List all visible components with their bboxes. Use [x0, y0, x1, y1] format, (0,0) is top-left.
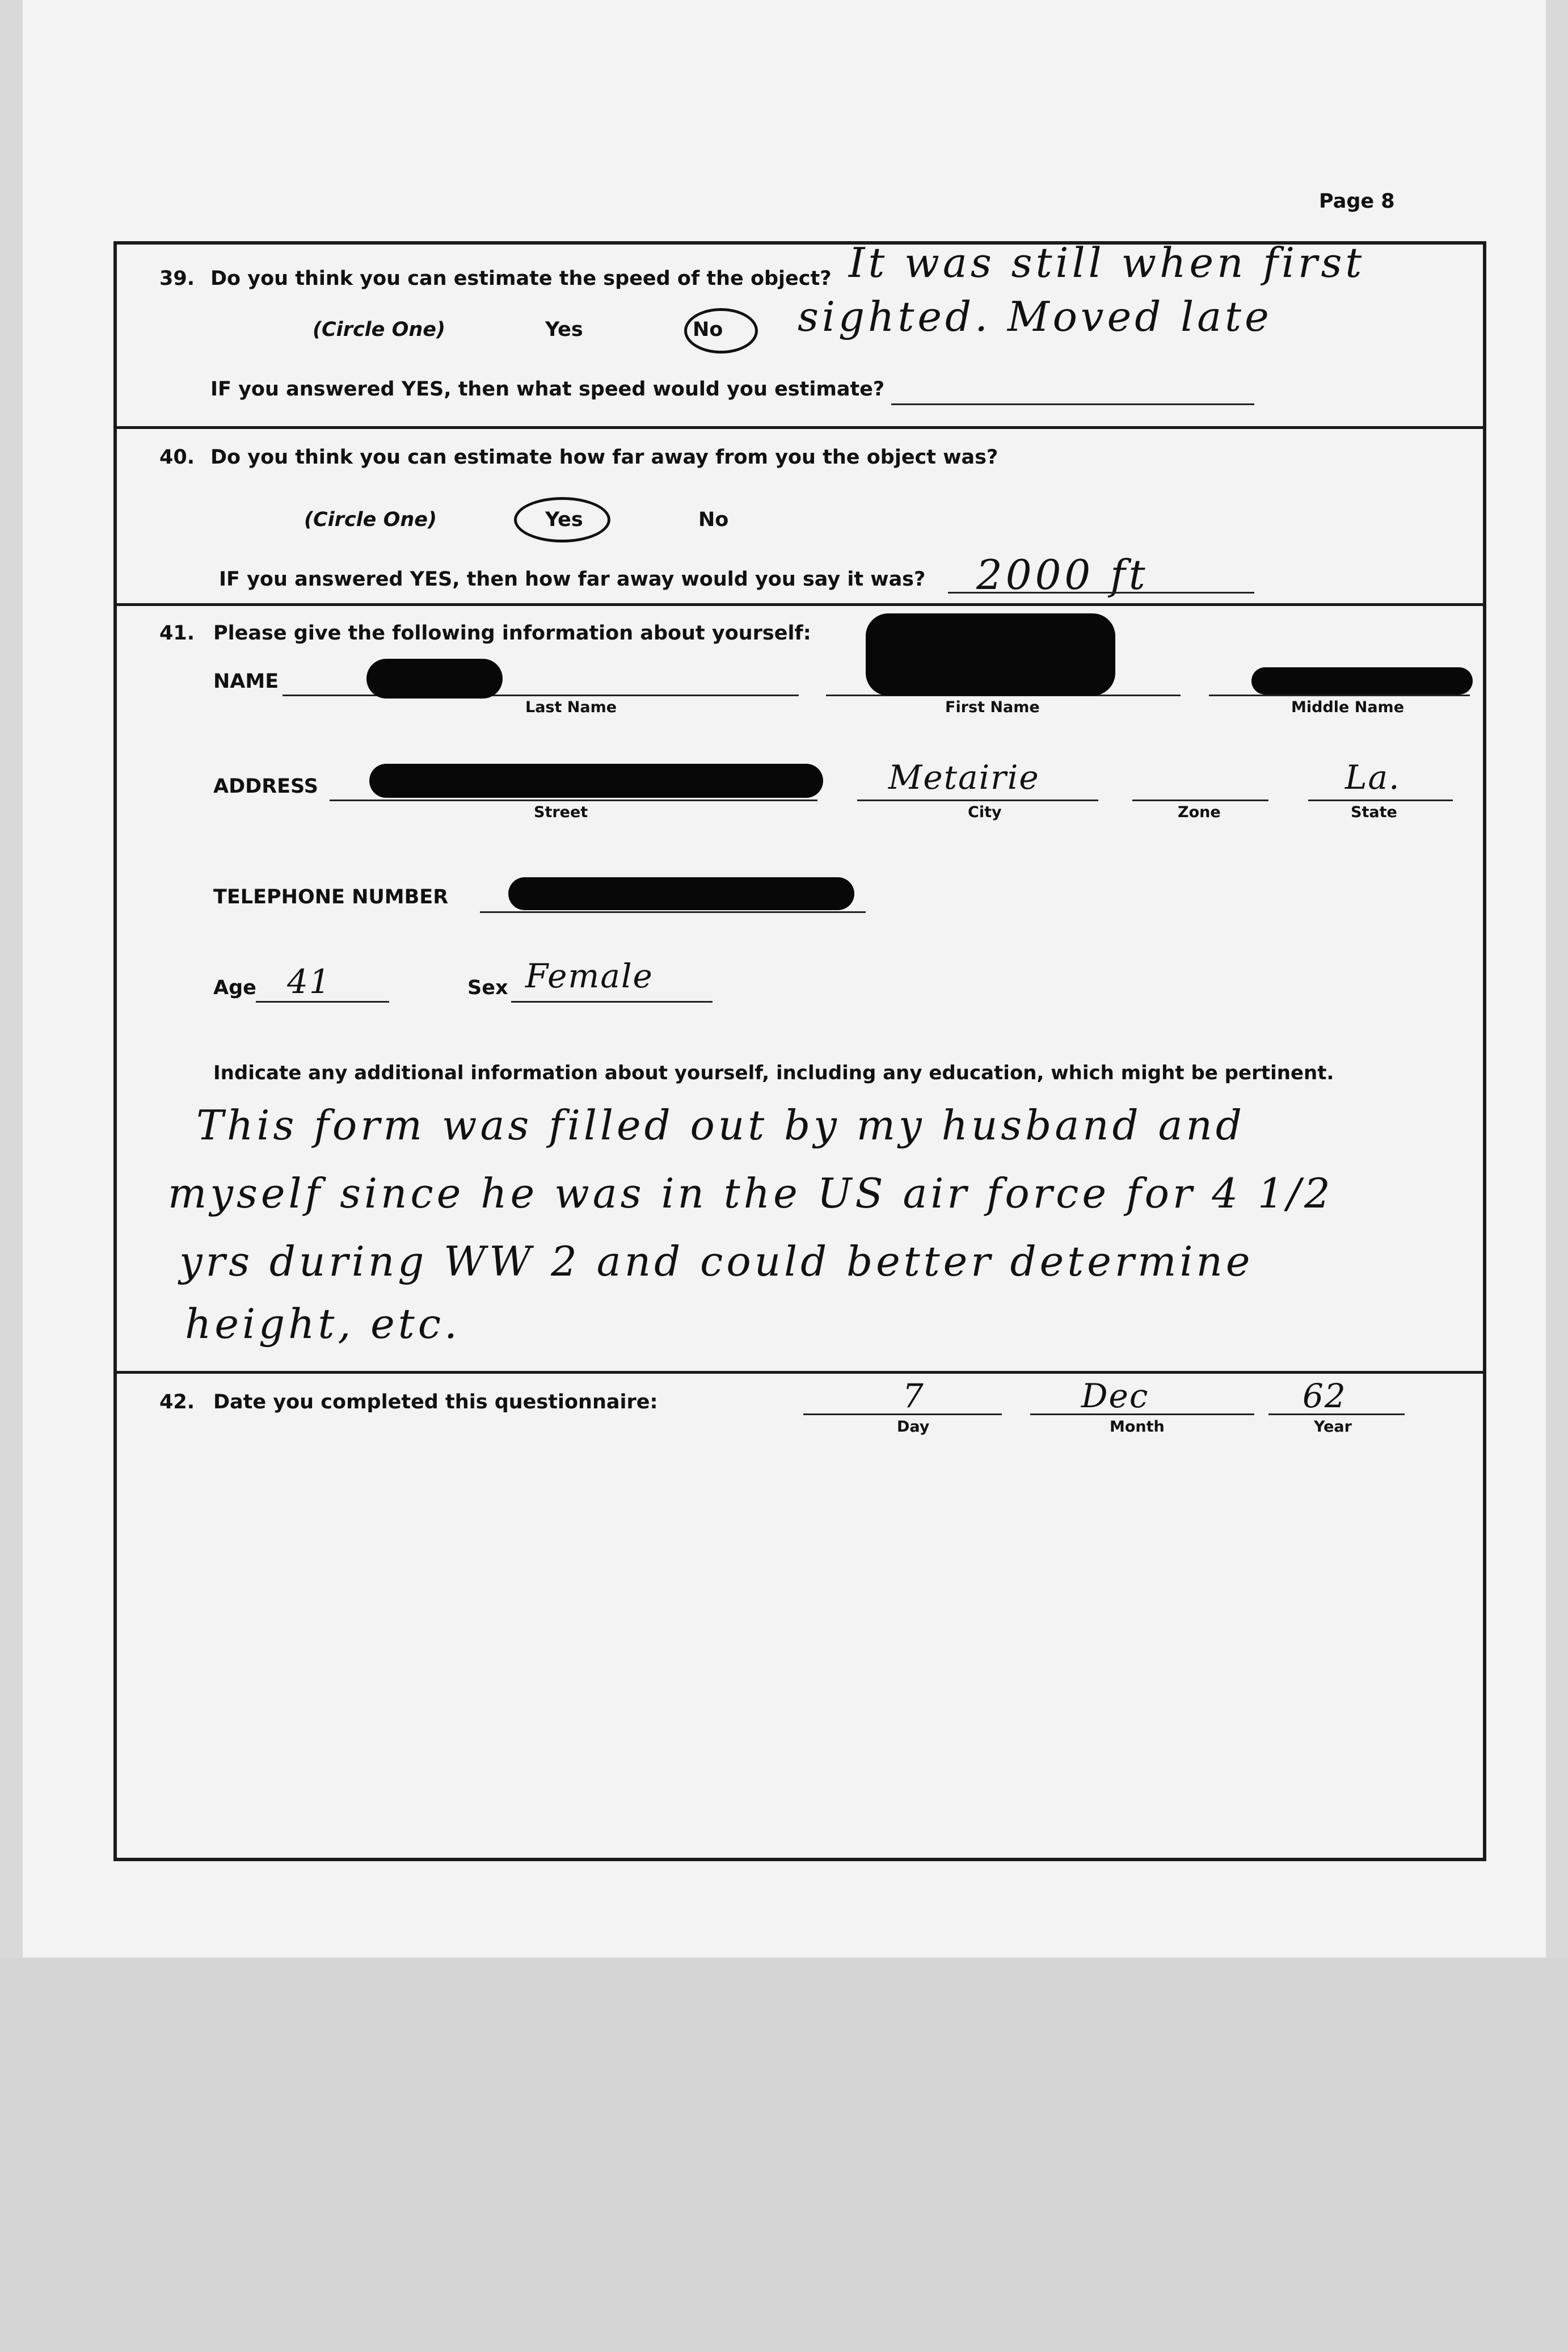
year-caption: Year	[1314, 1418, 1352, 1436]
telephone-label: TELEPHONE NUMBER	[213, 886, 449, 908]
q39-option-no: No	[693, 318, 723, 341]
q39-circle-label: (Circle One)	[313, 318, 446, 341]
q40-option-yes: Yes	[545, 508, 583, 531]
first-name-caption: First Name	[945, 699, 1040, 716]
last-name-redaction	[366, 659, 503, 699]
q40-yes-circle-mark	[514, 497, 610, 542]
sex-line	[511, 1001, 713, 1003]
page-number: Page 8	[1319, 190, 1395, 213]
address-label: ADDRESS	[213, 775, 318, 798]
document-page	[23, 0, 1546, 1958]
sex-value: Female	[525, 957, 654, 995]
last-name-caption: Last Name	[525, 699, 617, 716]
middle-name-caption: Middle Name	[1291, 699, 1405, 716]
telephone-line	[480, 911, 866, 913]
middle-name-line	[1209, 695, 1470, 696]
q42-number: 42.	[159, 1391, 195, 1413]
age-label: Age	[213, 977, 256, 999]
background-strip	[0, 1958, 1568, 2352]
q40-distance-answer: 2000 ft	[976, 551, 1149, 599]
questionnaire-frame	[113, 241, 1486, 1861]
sex-label: Sex	[467, 977, 508, 999]
age-value: 41	[287, 962, 331, 1001]
divider-39-40	[117, 426, 1483, 429]
city-value: Metairie	[888, 758, 1040, 797]
month-value: Dec	[1081, 1377, 1149, 1415]
middle-name-redaction	[1251, 667, 1473, 695]
divider-40-41	[117, 603, 1483, 606]
day-value: 7	[903, 1377, 925, 1415]
q40-distance-answer-line	[948, 592, 1254, 594]
q40-followup: IF you answered YES, then how far away would you say it was?	[219, 568, 926, 591]
age-line	[256, 1001, 389, 1003]
additional-line: This form was filled out by my husband and	[196, 1101, 1246, 1149]
q39-followup: IF you answered YES, then what speed would you estimate?	[210, 378, 885, 401]
year-value: 62	[1303, 1377, 1347, 1415]
zone-line	[1132, 800, 1268, 801]
q40-question: Do you think you can estimate how far away from you the object was?	[210, 446, 998, 469]
q39-handwritten-line1: It was still when first	[849, 239, 1365, 287]
street-line	[330, 800, 817, 801]
state-caption: State	[1351, 803, 1397, 821]
street-caption: Street	[534, 803, 588, 821]
name-label: NAME	[213, 670, 279, 693]
q39-no-circle-mark	[684, 308, 758, 354]
zone-caption: Zone	[1178, 803, 1221, 821]
additional-line: myself since he was in the US air force for 4 1/2	[168, 1169, 1334, 1217]
q40-option-no: No	[698, 508, 729, 531]
telephone-redaction	[508, 877, 854, 910]
q39-handwritten-line2: sighted. Moved late	[798, 293, 1272, 340]
q40-circle-label: (Circle One)	[304, 508, 437, 531]
additional-line: yrs during WW 2 and could better determine	[179, 1238, 1254, 1285]
day-caption: Day	[897, 1418, 930, 1436]
state-line	[1308, 800, 1453, 801]
q39-speed-answer-line	[891, 403, 1254, 405]
first-name-redaction	[866, 613, 1115, 696]
q40-number: 40.	[159, 446, 195, 469]
divider-41-42	[117, 1371, 1483, 1374]
month-caption: Month	[1110, 1418, 1165, 1436]
q41-number: 41.	[159, 622, 195, 645]
city-line	[857, 800, 1098, 801]
q39-option-yes: Yes	[545, 318, 583, 341]
additional-info-prompt: Indicate any additional information about yourself, including any education, which might be pertinent.	[213, 1062, 1334, 1084]
city-caption: City	[968, 803, 1002, 821]
q39-number: 39.	[159, 267, 195, 290]
last-name-line	[283, 695, 799, 696]
street-redaction	[369, 764, 823, 798]
additional-line: height, etc.	[185, 1300, 461, 1348]
state-value: La.	[1345, 758, 1401, 797]
q39-question: Do you think you can estimate the speed of the object?	[210, 267, 832, 290]
q41-prompt: Please give the following information about yourself:	[213, 622, 811, 645]
q42-prompt: Date you completed this questionnaire:	[213, 1391, 658, 1413]
